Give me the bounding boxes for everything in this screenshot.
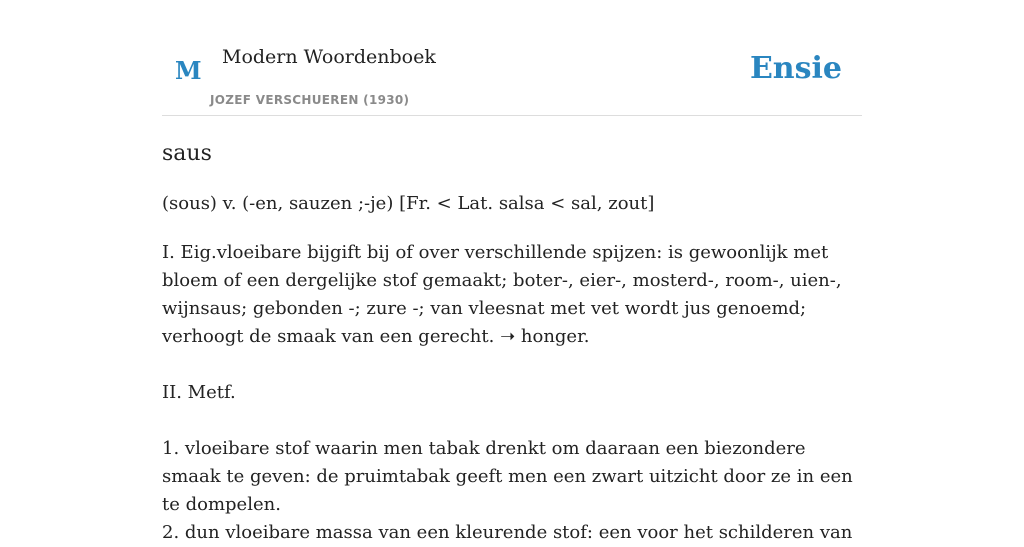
- paragraph-gap: [162, 351, 862, 379]
- etymology: (sous) v. (-en, sauzen ;-je) [Fr. < Lat. salsa < sal, zout]: [162, 193, 655, 214]
- paragraph-gap: [162, 407, 862, 435]
- site-header: [162, 0, 862, 116]
- sense-2-heading: II. Metf.: [162, 382, 236, 403]
- sub-sense-2: 2. dun vloeibare massa van een kleurende stof: een voor het schilderen van: [162, 522, 853, 543]
- brand-logo[interactable]: Ensie: [749, 51, 842, 86]
- definition: [162, 239, 862, 547]
- sub-sense-1: 1. vloeibare stof waarin men tabak drenkt om daaraan een biezondere smaak te geven: de pruimtabak geeft men een zwart uitzicht door ze in een te dompelen.: [162, 438, 853, 515]
- entry-page: [162, 0, 862, 543]
- book-title[interactable]: Modern Woordenboek: [222, 46, 436, 68]
- sense-1: I. Eig.vloeibare bijgift bij of over verschillende spijzen: is gewoonlijk met bloem of een dergelijke stof gemaakt; boter-, eier-, mosterd-, room-, uien-, wijnsaus; gebonden -; zure -; van vleesnat met vet wordt jus genoemd; verhoogt de smaak van een gerecht. ➝ honger.: [162, 242, 842, 347]
- headword: saus: [162, 141, 212, 166]
- book-logo[interactable]: M: [175, 56, 202, 85]
- book-author: JOZEF VERSCHUEREN (1930): [210, 93, 410, 107]
